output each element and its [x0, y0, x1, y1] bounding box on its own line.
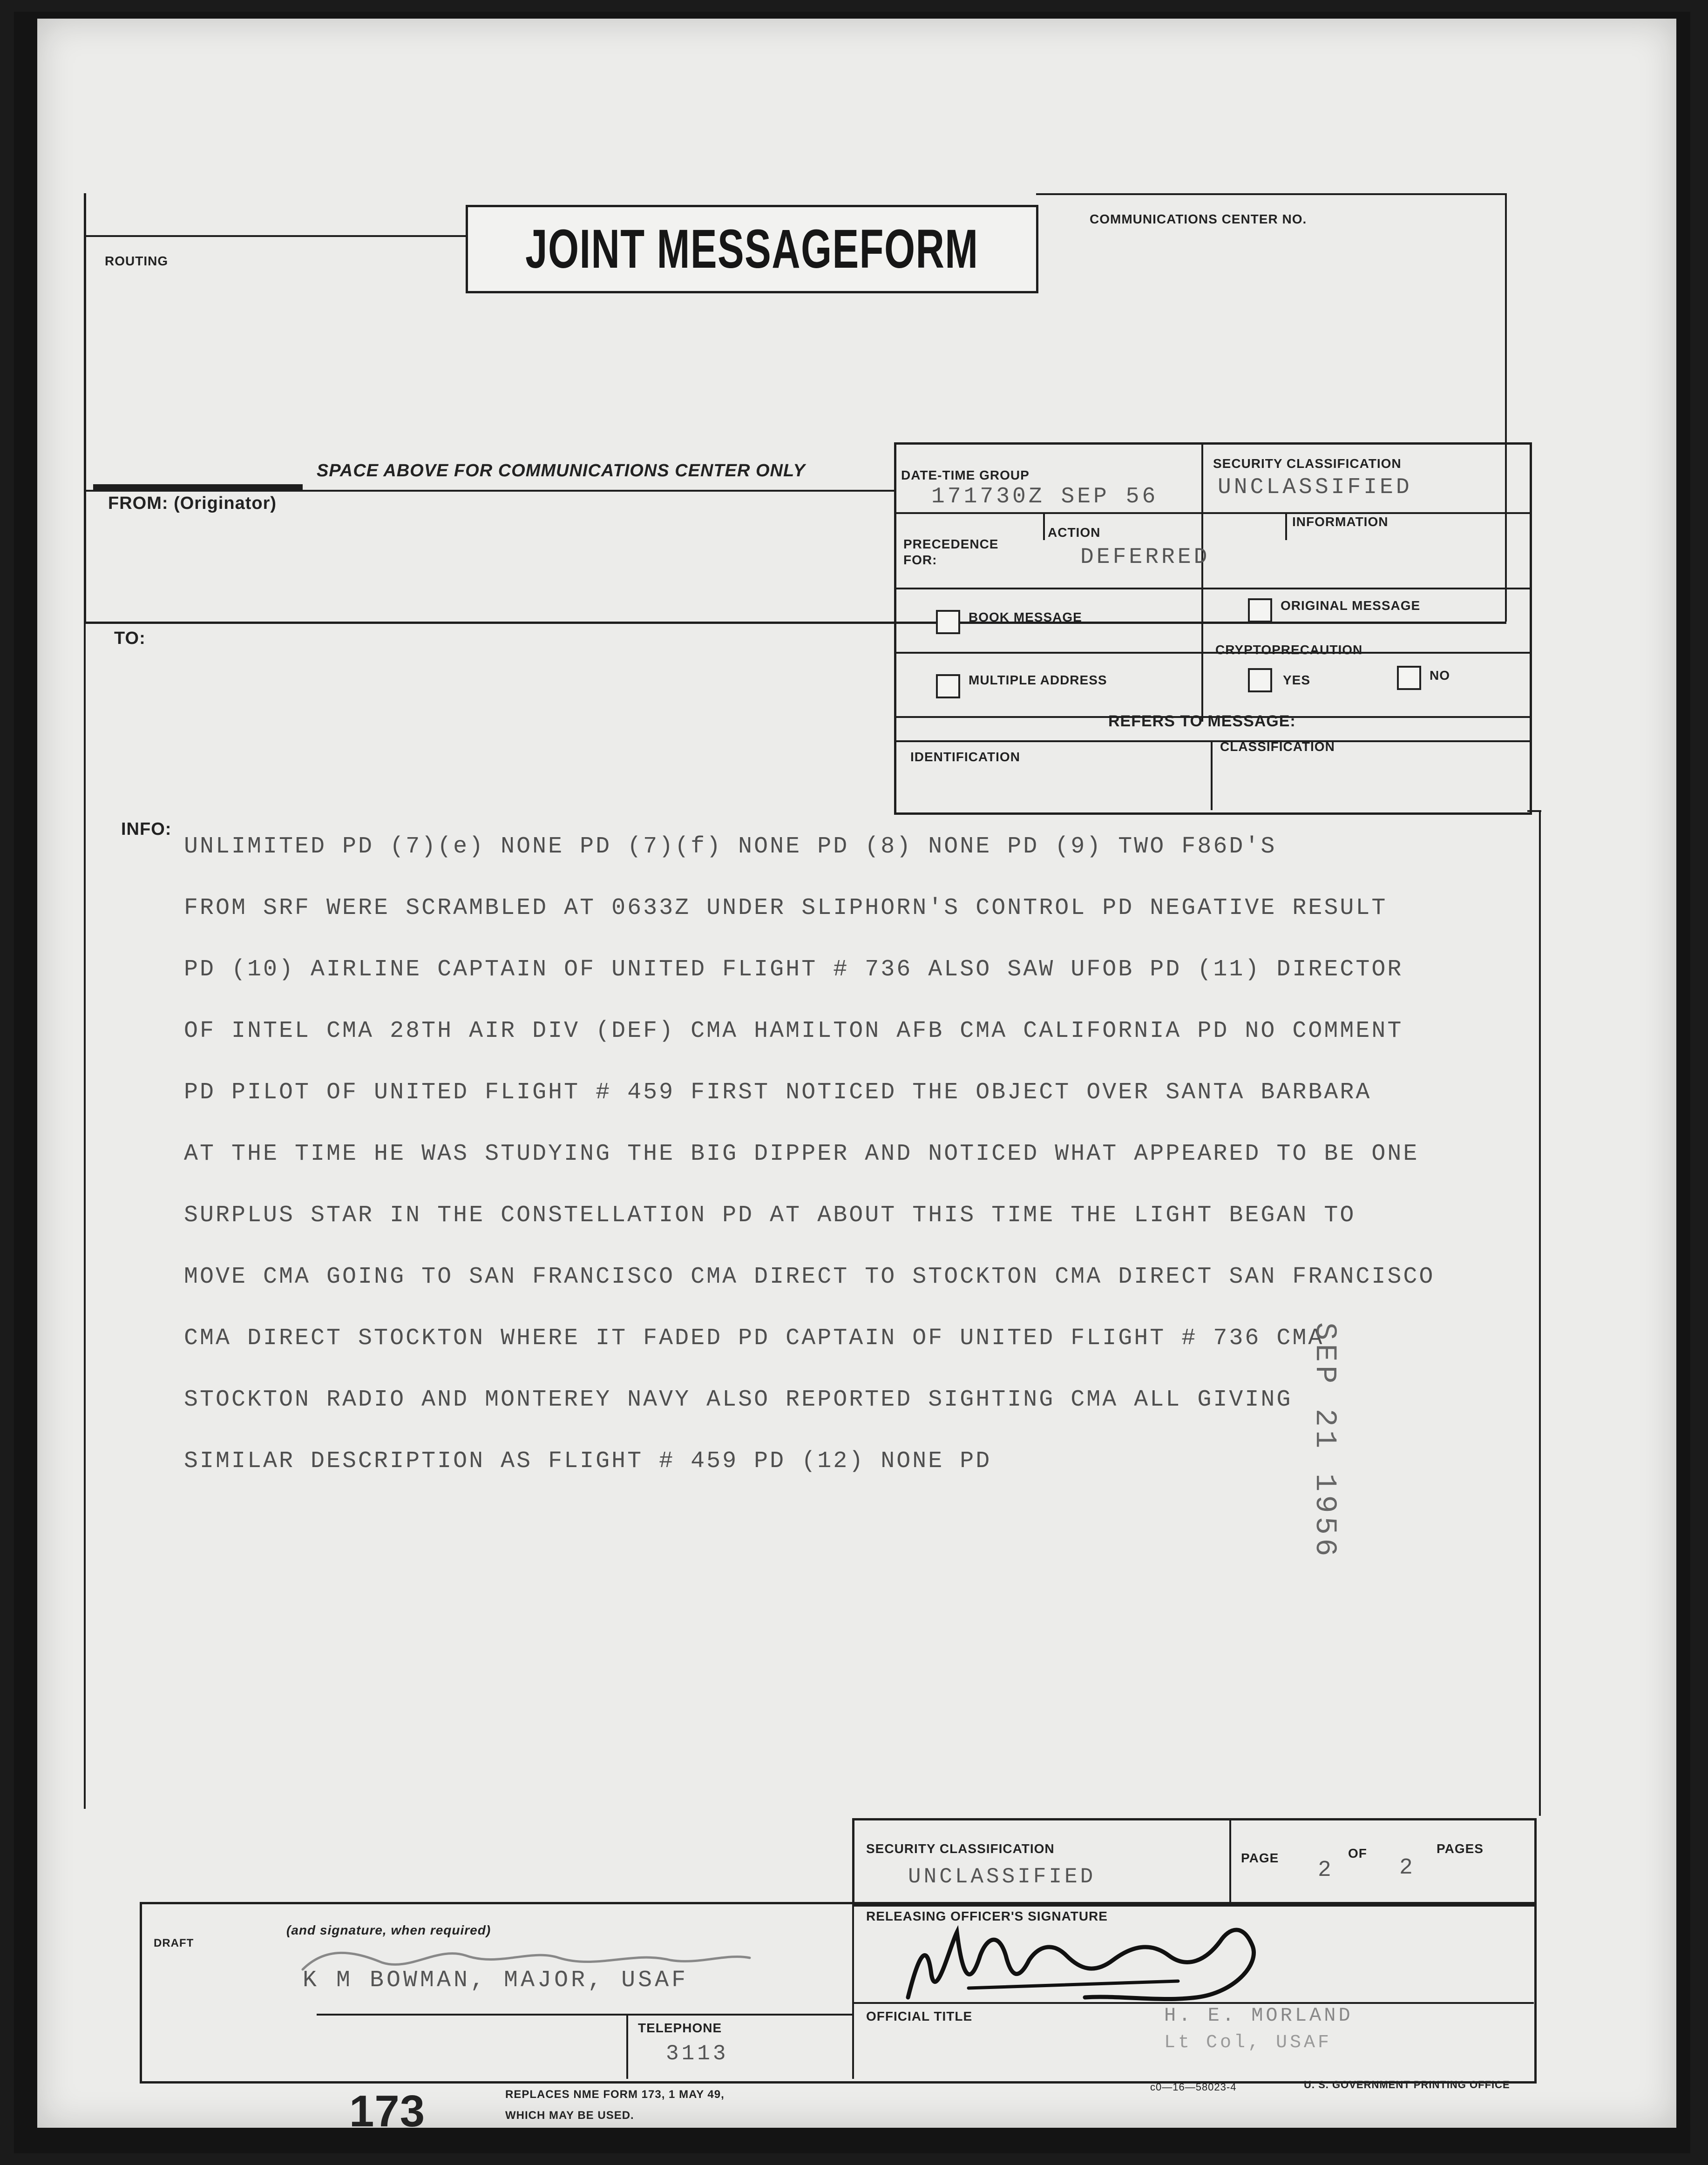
header-grid-row3: [894, 652, 1531, 654]
left-border: [84, 193, 86, 1809]
information-label: INFORMATION: [1292, 514, 1389, 529]
message-line: PD (10) AIRLINE CAPTAIN OF UNITED FLIGHT # 736 ALSO SAW UFOB PD (11) DIRECTOR: [184, 956, 1403, 983]
drafter-name: K M BOWMAN, MAJOR, USAF: [303, 1967, 689, 1994]
cryptoprecaution-yes-checkbox[interactable]: [1248, 668, 1272, 692]
precedence-label: PRECEDENCE FOR:: [903, 537, 999, 567]
message-line: FROM SRF WERE SCRAMBLED AT 0633Z UNDER SLIPHORN'S CONTROL PD NEGATIVE RESULT: [184, 895, 1388, 921]
classification-label: CLASSIFICATION: [1220, 739, 1335, 754]
footer-security-label: SECURITY CLASSIFICATION: [866, 1841, 1055, 1856]
right-border: [1539, 810, 1541, 1816]
page-number: 2: [1318, 1858, 1334, 1883]
form-title: JOINT MESSAGEFORM: [525, 218, 979, 280]
telephone-divider: [626, 2014, 628, 2079]
from-divider: [84, 490, 894, 492]
date-time-group-value: 171730Z SEP 56: [931, 484, 1159, 509]
footer-security-box: [852, 1818, 1537, 1907]
message-line: AT THE TIME HE WAS STUDYING THE BIG DIPPER AND NOTICED WHAT APPEARED TO BE ONE: [184, 1141, 1419, 1167]
header-grid-mid: [1201, 442, 1203, 722]
identification-label: IDENTIFICATION: [910, 750, 1020, 764]
precedence-value: DEFERRED: [1080, 545, 1210, 570]
gpo-text: U. S. GOVERNMENT PRINTING OFFICE: [1304, 2079, 1510, 2091]
no-label: NO: [1430, 668, 1450, 683]
original-message-checkbox[interactable]: [1248, 598, 1272, 622]
book-message-label: BOOK MESSAGE: [969, 610, 1082, 624]
drafter-signature: [298, 1937, 754, 1979]
footer-security-value: UNCLASSIFIED: [908, 1865, 1096, 1889]
message-line: MOVE CMA GOING TO SAN FRANCISCO CMA DIRECT TO STOCKTON CMA DIRECT SAN FRANCISCO: [184, 1264, 1435, 1290]
message-body: [184, 833, 1562, 1509]
right-border-cap: [1527, 810, 1541, 812]
message-line: UNLIMITED PD (7)(e) NONE PD (7)(f) NONE PD (8) NONE PD (9) TWO F86D'S: [184, 833, 1277, 860]
to-divider: [84, 622, 896, 623]
drafter-divider: [317, 2014, 853, 2016]
cryptoprecaution-no-checkbox[interactable]: [1397, 666, 1421, 690]
original-message-label: ORIGINAL MESSAGE: [1281, 598, 1421, 613]
action-divider: [1043, 512, 1045, 540]
replaces-text-2: WHICH MAY BE USED.: [505, 2109, 634, 2122]
replaces-text-1: REPLACES NME FORM 173, 1 MAY 49,: [505, 2088, 725, 2101]
pages-label: PAGES: [1437, 1841, 1484, 1856]
telephone-label: TELEPHONE: [638, 2021, 722, 2035]
multiple-address-checkbox[interactable]: [936, 674, 960, 698]
releasing-officer-label: RELEASING OFFICER'S SIGNATURE: [866, 1909, 1108, 1923]
page-label: PAGE: [1241, 1851, 1279, 1865]
to-label: TO:: [114, 629, 146, 648]
officer-signature: [899, 1904, 1281, 2025]
book-message-checkbox[interactable]: [936, 610, 960, 634]
gpo-code: c0—16—58023-4: [1150, 2081, 1237, 2093]
message-line: STOCKTON RADIO AND MONTEREY NAVY ALSO REPORTED SIGHTING CMA ALL GIVING: [184, 1387, 1293, 1413]
message-line: PD PILOT OF UNITED FLIGHT # 459 FIRST NOTICED THE OBJECT OVER SANTA BARBARA: [184, 1079, 1372, 1106]
refers-mid: [1211, 740, 1213, 810]
header-grid-row2: [894, 588, 1531, 589]
official-title-label: OFFICIAL TITLE: [866, 2009, 973, 2023]
routing-label: ROUTING: [105, 254, 169, 268]
message-line: OF INTEL CMA 28TH AIR DIV (DEF) CMA HAMILTON AFB CMA CALIFORNIA PD NO COMMENT: [184, 1018, 1403, 1044]
message-line: SURPLUS STAR IN THE CONSTELLATION PD AT ABOUT THIS TIME THE LIGHT BEGAN TO: [184, 1202, 1356, 1229]
drafter-label: (and signature, when required): [286, 1923, 491, 1937]
info-divider: [1285, 512, 1287, 540]
of-label: OF: [1348, 1846, 1367, 1861]
footer-lower-divider: [852, 1902, 854, 2079]
page-total: 2: [1399, 1855, 1416, 1881]
top-rule-left: [84, 235, 466, 237]
refers-divider: [894, 740, 1531, 742]
space-above-label: SPACE ABOVE FOR COMMUNICATIONS CENTER ONLY: [317, 461, 806, 480]
multiple-address-label: MULTIPLE ADDRESS: [969, 673, 1107, 687]
form-number: 173: [349, 2086, 426, 2136]
official-rank: Lt Col, USAF: [1164, 2032, 1332, 2053]
yes-label: YES: [1283, 673, 1311, 687]
cryptoprecaution-label: CRYPTOPRECAUTION: [1215, 643, 1363, 657]
message-line: SIMILAR DESCRIPTION AS FLIGHT # 459 PD (12) NONE PD: [184, 1448, 992, 1475]
drafter-prefix: DRAFT: [154, 1937, 194, 1949]
from-label: FROM: (Originator): [108, 494, 277, 513]
telephone-value: 3113: [666, 2042, 729, 2066]
security-classification-value: UNCLASSIFIED: [1218, 475, 1412, 500]
message-line: CMA DIRECT STOCKTON WHERE IT FADED PD CAPTAIN OF UNITED FLIGHT # 736 CMA: [184, 1325, 1324, 1352]
form-title-box: [466, 205, 1038, 293]
refers-to-label: REFERS TO MESSAGE:: [1108, 712, 1296, 730]
footer-page-divider: [1229, 1818, 1231, 1902]
date-time-group-label: DATE-TIME GROUP: [901, 468, 1030, 482]
top-rule: [1036, 193, 1506, 195]
header-grid-row1: [894, 512, 1531, 514]
date-received-stamp: SEP 21 1956: [1308, 1322, 1341, 1560]
action-label: ACTION: [1048, 525, 1101, 540]
comm-center-label: COMMUNICATIONS CENTER NO.: [1090, 212, 1307, 226]
info-label: INFO:: [121, 819, 172, 839]
security-classification-label: SECURITY CLASSIFICATION: [1213, 456, 1402, 471]
official-name: H. E. MORLAND: [1164, 2004, 1353, 2027]
